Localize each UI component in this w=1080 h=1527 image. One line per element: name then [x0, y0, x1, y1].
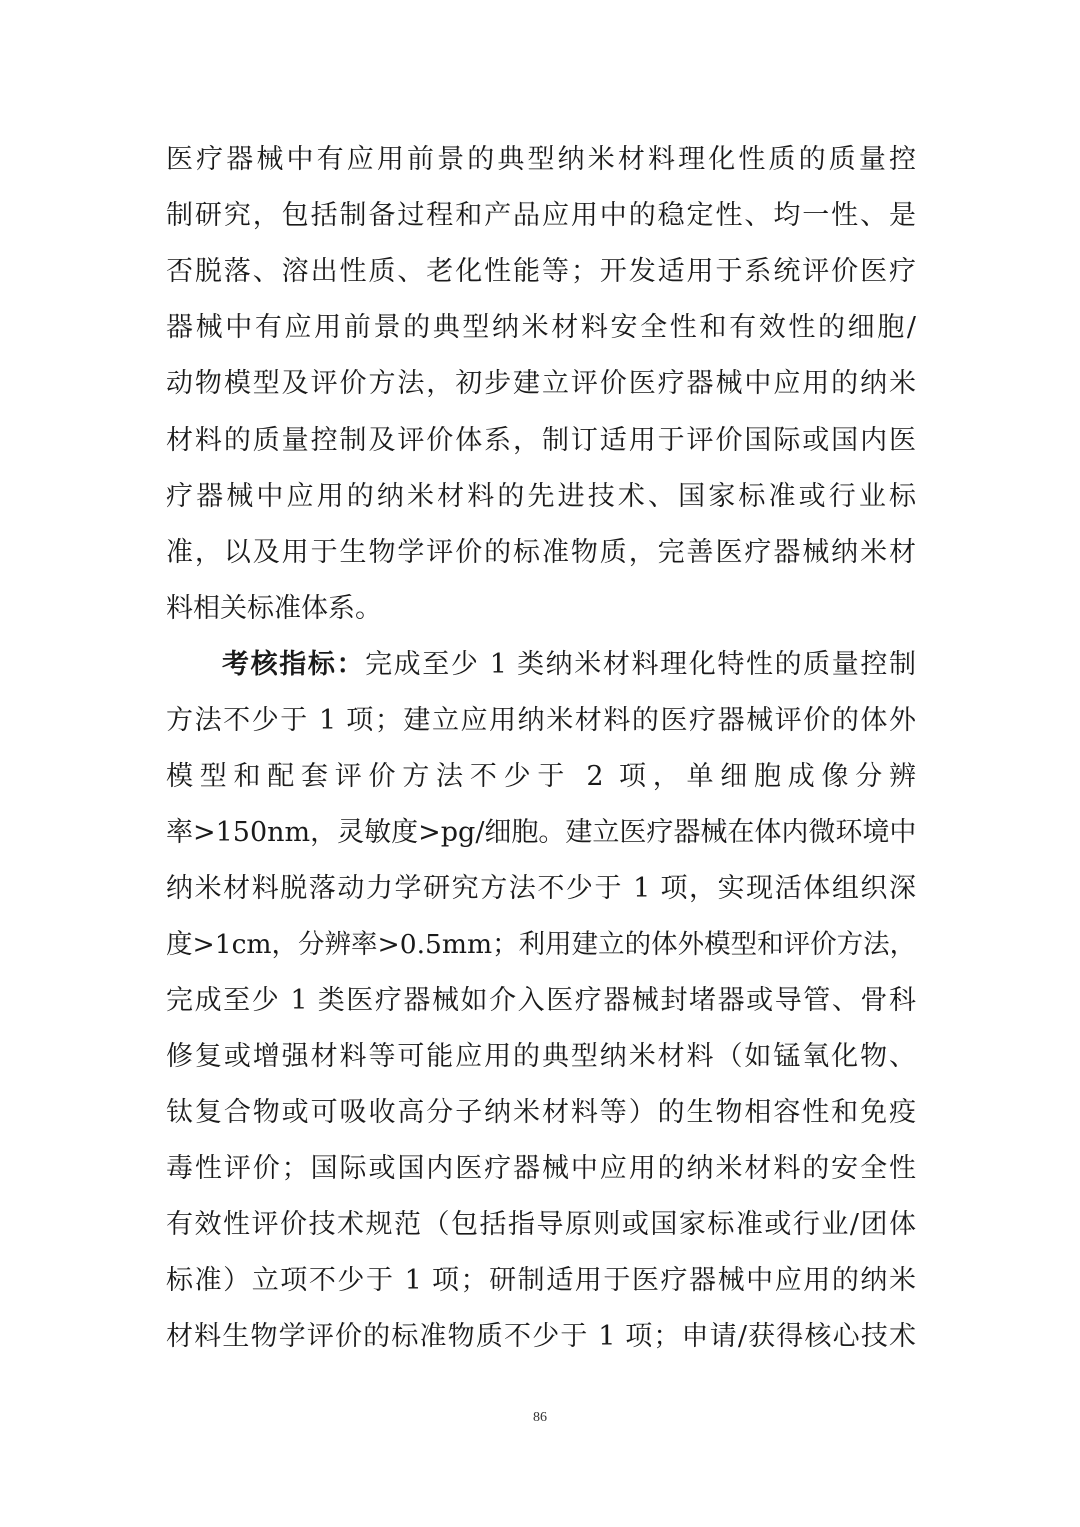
text-line: 否脱落、溶出性质、老化性能等；开发适用于系统评价医疗 — [166, 256, 916, 287]
text-line: 材料生物学评价的标准物质不少于 1 项；申请/获得核心技术 — [166, 1321, 916, 1352]
text-line: 毒性评价；国际或国内医疗器械中应用的纳米材料的安全性 — [166, 1153, 916, 1184]
text-line: 钛复合物或可吸收高分子纳米材料等）的生物相容性和免疫 — [166, 1097, 916, 1128]
text-line: 医疗器械中有应用前景的典型纳米材料理化性质的质量控 — [166, 144, 916, 175]
text-line: 疗器械中应用的纳米材料的先进技术、国家标准或行业标 — [166, 481, 916, 512]
text-line: 制研究，包括制备过程和产品应用中的稳定性、均一性、是 — [166, 200, 916, 231]
assessment-first-text: 完成至少 1 类纳米材料理化特性的质量控制 — [365, 649, 917, 680]
assessment-first-line — [222, 645, 916, 685]
text-line: 完成至少 1 类医疗器械如介入医疗器械封堵器或导管、骨科 — [166, 985, 916, 1016]
text-line: 器械中有应用前景的典型纳米材料安全性和有效性的细胞/ — [166, 312, 916, 343]
text-line: 材料的质量控制及评价体系，制订适用于评价国际或国内医 — [166, 425, 916, 456]
text-line: 度>1cm，分辨率>0.5mm；利用建立的体外模型和评价方法， — [166, 929, 917, 960]
text-line: 模型和配套评价方法不少于 2 项，单细胞成像分辨 — [166, 761, 916, 792]
text-line: 动物模型及评价方法，初步建立评价医疗器械中应用的纳米 — [166, 368, 916, 399]
text-line: 纳米材料脱落动力学研究方法不少于 1 项，实现活体组织深 — [166, 873, 916, 904]
text-line: 标准）立项不少于 1 项；研制适用于医疗器械中应用的纳米 — [166, 1265, 916, 1296]
text-line: 准，以及用于生物学评价的标准物质，完善医疗器械纳米材 — [166, 537, 916, 568]
text-line: 料相关标准体系。 — [166, 593, 382, 624]
text-line: 方法不少于 1 项；建立应用纳米材料的医疗器械评价的体外 — [166, 705, 916, 736]
text-line: 有效性评价技术规范（包括指导原则或国家标准或行业/团体 — [166, 1209, 916, 1240]
text-line: 修复或增强材料等可能应用的典型纳米材料（如锰氧化物、 — [166, 1041, 916, 1072]
text-line: 率>150nm，灵敏度>pg/细胞。建立医疗器械在体内微环境中 — [166, 817, 917, 848]
page-number: 86 — [533, 1410, 547, 1425]
assessment-label: 考核指标： — [222, 649, 366, 680]
